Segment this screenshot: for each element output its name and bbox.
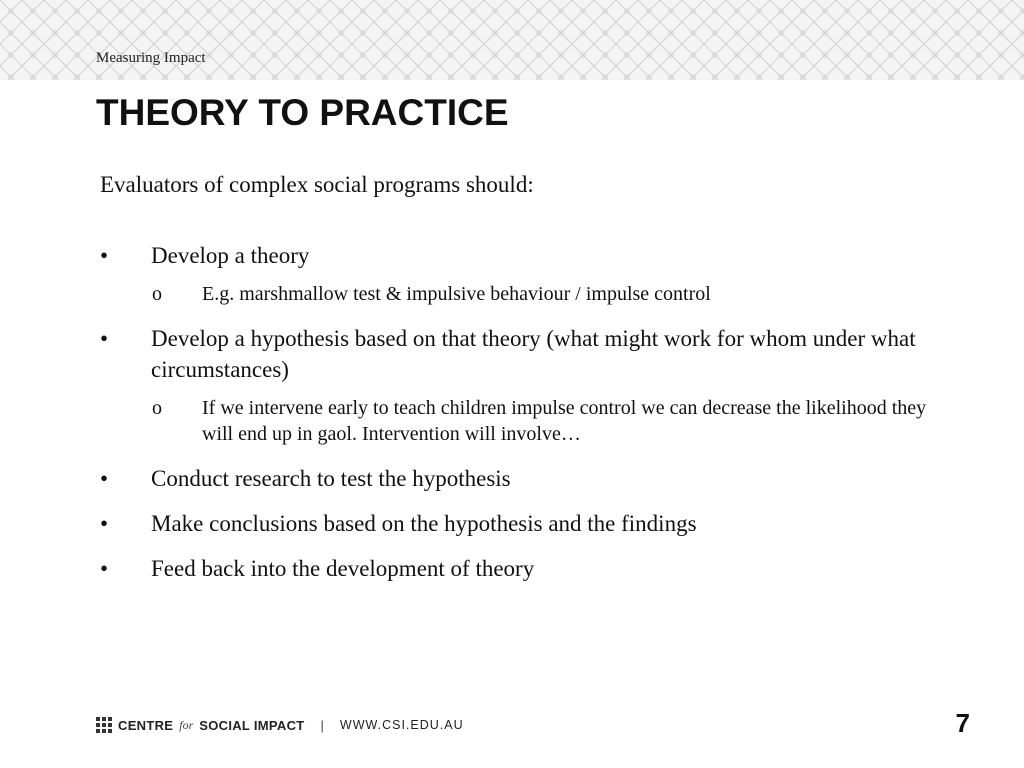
sub-list-item-text: If we intervene early to teach children impulse control we can decrease the likelihood they will end up in gaol. Intervention will involve…	[202, 397, 927, 445]
sub-bullet-mark: o	[152, 397, 162, 419]
list-item	[100, 240, 930, 271]
footer-logo	[96, 716, 464, 734]
logo-social-impact-text: SOCIAL IMPACT	[199, 717, 305, 733]
list-item-text: Make conclusions based on the hypothesis and the findings	[151, 511, 697, 536]
footer-url: WWW.CSI.EDU.AU	[339, 718, 464, 732]
sub-list-item	[100, 395, 930, 447]
logo-centre-text: CENTRE	[118, 717, 174, 733]
bullet-mark: •	[100, 556, 109, 581]
list-item	[100, 508, 930, 539]
bullet-mark: •	[100, 511, 109, 536]
list-item	[100, 553, 930, 584]
slide-title: THEORY TO PRACTICE	[96, 92, 509, 133]
bullet-mark: •	[100, 243, 109, 268]
section-label: Measuring Impact	[96, 50, 206, 66]
sub-list-item-text: E.g. marshmallow test & impulsive behaviour / impulse control	[202, 283, 711, 305]
logo-for-text: for	[179, 717, 194, 732]
intro-text: Evaluators of complex social programs should:	[100, 172, 534, 197]
list-item-text: Develop a theory	[151, 243, 310, 268]
header-pattern-band	[0, 0, 1024, 80]
bullet-mark: •	[100, 466, 109, 491]
page-number: 7	[955, 708, 970, 738]
list-item	[100, 323, 930, 385]
list-item-text: Feed back into the development of theory	[151, 556, 535, 581]
list-item	[100, 463, 930, 494]
grid-logo-icon	[96, 717, 112, 733]
lattice-pattern	[0, 0, 1024, 80]
sub-list-item	[100, 281, 930, 307]
footer-separator: |	[320, 717, 324, 733]
list-item-text: Conduct research to test the hypothesis	[151, 466, 511, 491]
sub-bullet-mark: o	[152, 283, 162, 305]
list-item-text: Develop a hypothesis based on that theory (what might work for whom under what circumstances)	[151, 326, 916, 382]
bullet-list	[100, 240, 930, 598]
bullet-mark: •	[100, 326, 109, 351]
